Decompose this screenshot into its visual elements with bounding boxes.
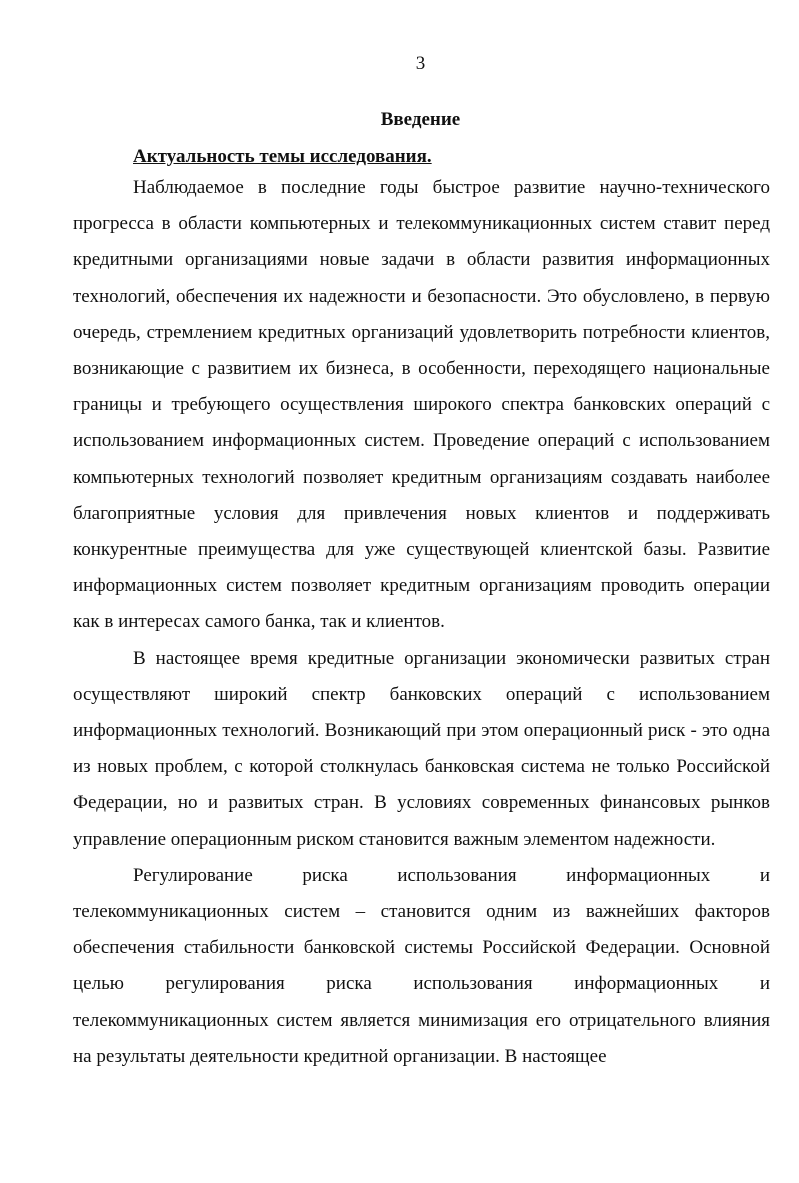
section-heading: Введение [380, 109, 461, 130]
page-number: 3 [415, 53, 426, 74]
body-text [73, 170, 770, 1075]
paragraph-3: Регулирование риска использования информационных и телекоммуникационных систем – становится одним из важнейших факторов обеспечения стабильности банковской системы Российской Федерации. Основной целью регулирования риска использования информационных и телекоммуникационных систем является минимизация его отрицательного влияния на результаты деятельности кредитной организации. В настоящее [73, 864, 770, 1067]
paragraph-2: В настоящее время кредитные организации экономически развитых стран осуществляют широкий спектр банковских операций с использованием информационных технологий. Возникающий при этом операционный риск - это одна из новых проблем, с которой столкнулась банковская система не только Российской Федерации, но и развитых стран. В условиях современных финансовых рынков управление операционным риском становится важным элементом надежности. [73, 647, 770, 850]
section-subheading: Актуальность темы исследования. [133, 146, 432, 167]
paragraph-1: Наблюдаемое в последние годы быстрое развитие научно-технического прогресса в области компьютерных и телекоммуникационных систем ставит перед кредитными организациями новые задачи в области развития информационных технологий, обеспечения их надежности и безопасности. Это обусловлено, в первую очередь, стремлением кредитных организаций удовлетворить потребности клиентов, возникающие с развитием их бизнеса, в особенности, переходящего национальные границы и требующего осуществления широкого спектра банковских операций с использованием информационных систем. Проведение операций с использованием компьютерных технологий позволяет кредитным организациям создавать наиболее благоприятные условия для привлечения новых клиентов и поддерживать конкурентные преимущества для уже существующей клиентской базы. Развитие информационных систем позволяет кредитным организациям проводить операции как в интересах самого банка, так и клиентов. [73, 177, 770, 633]
